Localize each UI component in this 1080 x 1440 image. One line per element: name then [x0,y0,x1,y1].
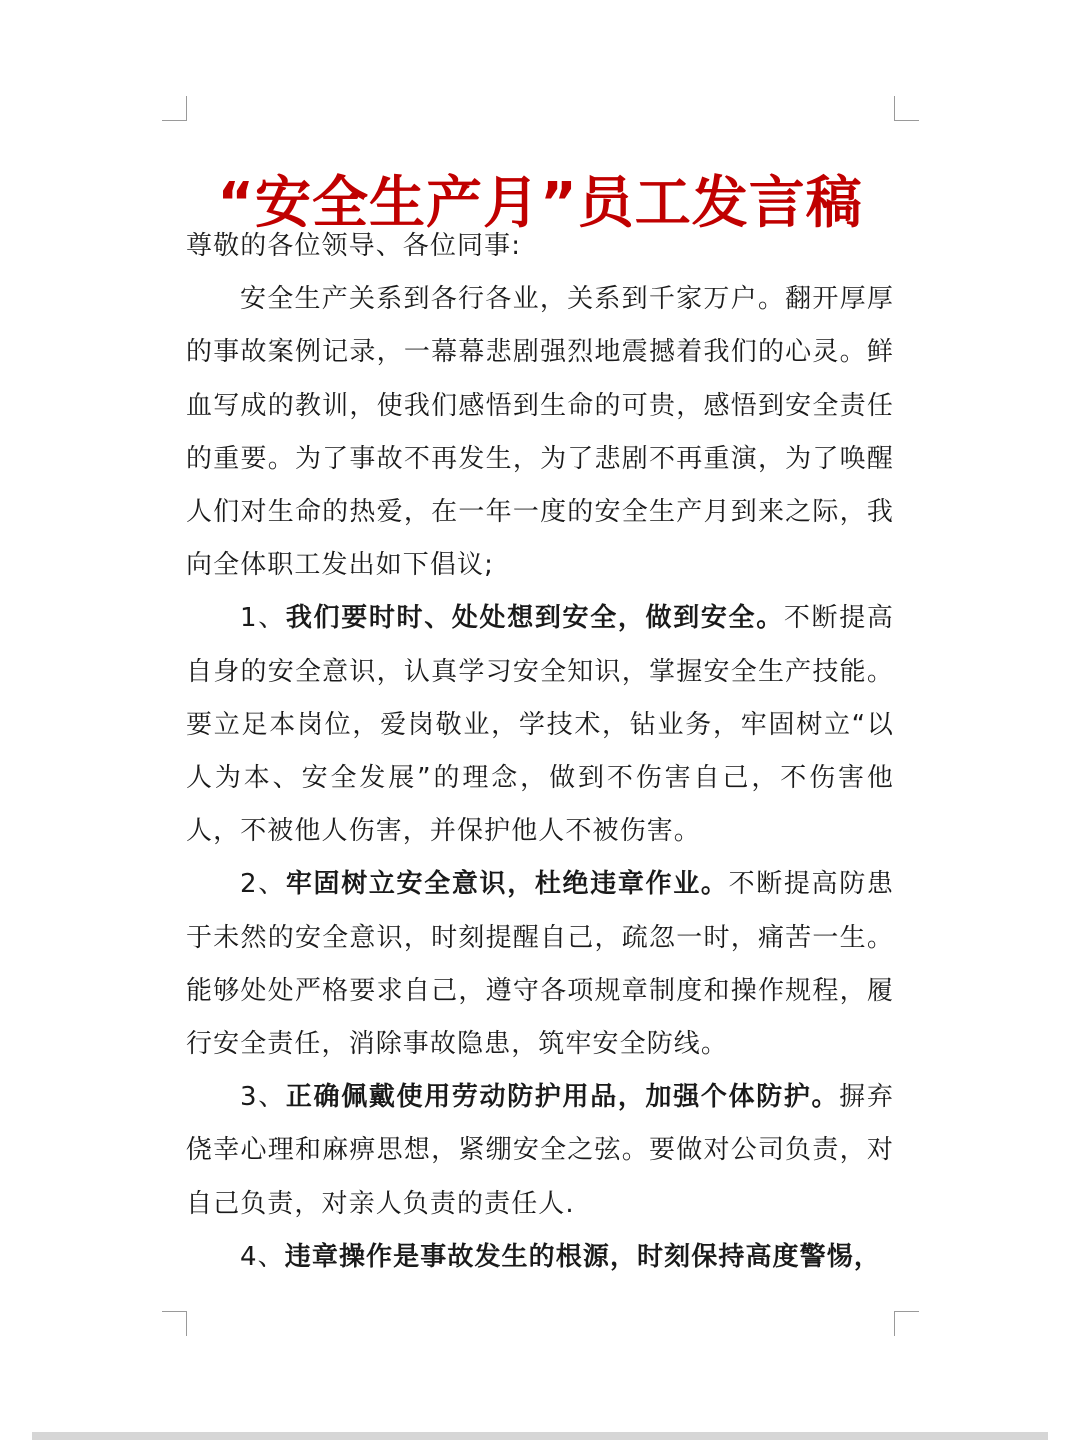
item-heading: 我们要时时、处处想到安全，做到安全。 [285,603,784,634]
item-heading: 正确佩戴使用劳动防护用品，加强个体防护。 [285,1082,840,1113]
proposal-item-3 [186,1071,894,1231]
intro-paragraph: 安全生产关系到各行各业，关系到千家万户。翻开厚厚的事故案例记录，一幕幕悲剧强烈地震撼着我们的心灵。鲜血写成的教训，使我们感悟到生命的可贵，感悟到安全责任的重要。为了事故不再发生，为了悲剧不再重演，为了唤醒人们对生命的热爱，在一年一度的安全生产月到来之际，我向全体职工发出如下倡议; [186,284,894,581]
salutation: 尊敬的各位领导、各位同事: [186,231,522,261]
proposal-item-1 [186,592,894,858]
page-corner-mark-top-right [894,96,919,121]
item-body: 不断提高自身的安全意识，认真学习安全知识，掌握安全生产技能。要立足本岗位，爱岗敬业，学技术，钻业务，牢固树立“以人为本、安全发展”的理念，做到不伤害自己，不伤害他人，不被他人伤害，并保护他人不被伤害。 [186,603,894,847]
item-heading: 牢固树立安全意识，杜绝违章作业。 [285,869,729,900]
page-corner-mark-bottom-left [162,1311,187,1336]
item-number: 4、 [240,1241,285,1272]
page-corner-mark-top-left [162,96,187,121]
item-body: 摒弃侥幸心理和麻痹思想，紧绷安全之弦。要做对公司负责，对自己负责，对亲人负责的责任人. [186,1082,895,1219]
page-bottom-divider [32,1432,1048,1440]
item-number: 1、 [240,603,286,634]
item-body: 不断提高防患于未然的安全意识，时刻提醒自己，疏忽一时，痛苦一生。能够处处严格要求自己，遵守各项规章制度和操作规程，履行安全责任，消除事故隐患，筑牢安全防线。 [186,869,894,1060]
item-heading: 违章操作是事故发生的根源，时刻保持高度警惕， [284,1241,881,1272]
document-body [186,220,894,1284]
proposal-item-4 [186,1231,894,1284]
document-title: “安全生产月”员工发言稿 [217,170,863,236]
item-number: 2、 [240,869,286,900]
proposal-item-2 [186,858,894,1071]
item-number: 3、 [240,1082,286,1113]
page-corner-mark-bottom-right [894,1311,919,1336]
